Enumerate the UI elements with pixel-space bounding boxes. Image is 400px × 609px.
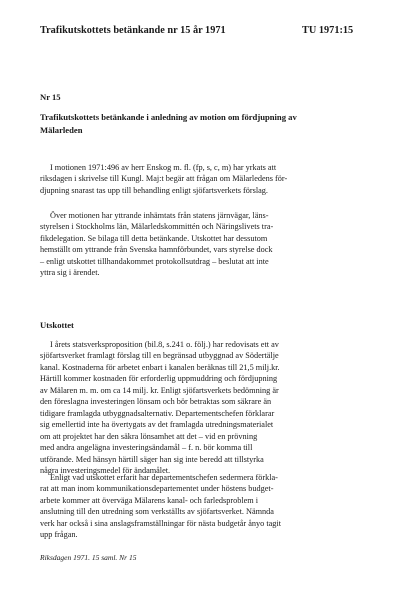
text-line: med andra angelägna investeringsändamål – f. n. bör komma till <box>40 443 253 453</box>
text-line: om att projektet har den säkra lönsamhet att det – vid en prövning <box>40 431 258 441</box>
text-line: yttra sig i ärendet. <box>40 268 100 278</box>
title-line: Mälarleden <box>40 124 83 135</box>
text-line: verk har också i sina anslagsframställningar för nästa budgetår ånyo tagit <box>40 518 282 528</box>
page-footer: Riksdagen 1971. 15 saml. Nr 15 <box>40 553 137 562</box>
paragraph-committee-findings <box>40 472 360 541</box>
text-line: kanal. Kostnaderna för arbetet enbart i kanalen beräknas till 21,5 milj.kr. <box>40 362 280 372</box>
text-line: sig emellertid inte ha övertygats av det framlagda utredningsmaterialet <box>40 420 274 430</box>
text-line: några investeringsmedel för ändamålet. <box>40 465 171 475</box>
text-line: hemställt om yttrande från Svenska hamnförbundet, vars styrelse dock <box>40 245 273 255</box>
paragraph-budget-proposition <box>40 339 360 476</box>
running-header-code: TU 1971:15 <box>302 25 354 36</box>
report-number: Nr 15 <box>40 92 61 102</box>
running-header-title: Trafikutskottets betänkande nr 15 år 1971 <box>40 25 226 36</box>
text-line: sjöfartsverket framlagt förslag till en begränsad utbyggnad av Södertälje <box>40 351 279 361</box>
text-line: anslutning till den utredning som verkställts av sjöfartsverket. Nämnda <box>40 507 274 517</box>
text-line: Över motionen har yttrande inhämtats från statens järnvägar, läns- <box>50 211 269 220</box>
text-line: Härtill kommer kostnaden för erforderlig uppmuddring och fördjupning <box>40 374 278 384</box>
text-line: av Mälaren m. m. om ca 14 milj. kr. Enligt sjöfartsverkets bedömning är <box>40 385 279 395</box>
text-line: Enligt vad utskottet erfarit har departementschefen sedermera förkla- <box>50 473 278 482</box>
text-line: den föreslagna investeringen lönsam och bör betraktas som säkrare än <box>40 397 272 407</box>
paragraph-motion <box>40 162 360 196</box>
text-line: – enligt utskottet tillhandakommet protokollsutdrag – beslutat att inte <box>40 256 269 266</box>
text-line: rat att man inom kommunikationsdepartementet under höstens budget- <box>40 484 274 494</box>
text-line: styrelsen i Stockholms län, Mälarledskommittén och Näringslivets tra- <box>40 222 274 232</box>
text-line: upp frågan. <box>40 530 78 540</box>
text-line: djupning snarast tas upp till behandling enligt sjöfartsverkets förslag. <box>40 185 268 195</box>
text-line: utförande. Med hänsyn härtill säger han sig inte beredd att tillstyrka <box>40 454 264 464</box>
text-line: arbete kommer att överväga Mälarens kanal- och farledsproblem i <box>40 495 259 505</box>
paragraph-statements <box>40 210 360 279</box>
text-line: fikdelegation. Se bilaga till detta betänkande. Utskottet har dessutom <box>40 233 268 243</box>
text-line: tidigare framlagda utbyggnadsalternativ. Departementschefen förklarar <box>40 408 275 418</box>
report-title <box>40 111 360 136</box>
text-line: riksdagen i skrivelse till Kungl. Maj:t begär att frågan om Mälarledens för- <box>40 174 288 184</box>
section-heading: Utskottet <box>40 320 74 330</box>
text-line: I årets statsverksproposition (bil.8, s.241 o. följ.) har redovisats ett av <box>50 340 279 349</box>
text-line: I motionen 1971:496 av herr Enskog m. fl. (fp, s, c, m) har yrkats att <box>50 163 277 172</box>
title-line: Trafikutskottets betänkande i anledning av motion om fördjupning av <box>40 112 297 122</box>
